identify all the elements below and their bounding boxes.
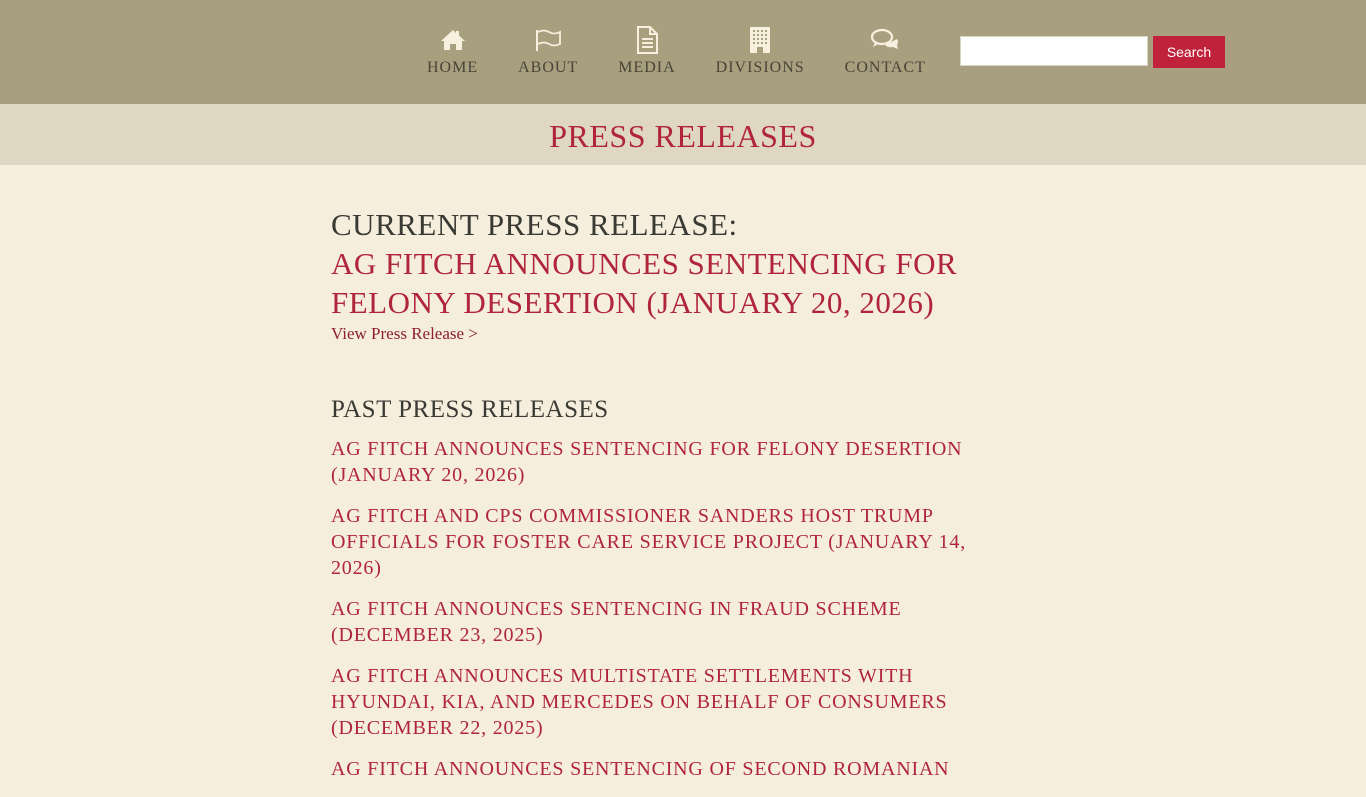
flag-icon (534, 25, 562, 55)
document-icon (636, 25, 658, 55)
past-release-link[interactable]: AG FITCH ANNOUNCES MULTISTATE SETTLEMENTS WITH HYUNDAI, KIA, AND MERCEDES ON BEHALF OF CONSUMERS (DECEMBER 22, 2025) (331, 665, 948, 739)
site-header (0, 0, 1366, 104)
nav-about-label: ABOUT (518, 59, 579, 76)
past-release-link[interactable]: AG FITCH ANNOUNCES SENTENCING IN FRAUD SCHEME (DECEMBER 23, 2025) (331, 598, 902, 646)
main-nav (407, 0, 946, 104)
nav-divisions[interactable] (696, 0, 825, 77)
view-press-release-link[interactable]: View Press Release > (331, 324, 478, 343)
past-releases (331, 396, 991, 782)
past-releases-heading: PAST PRESS RELEASES (331, 396, 609, 423)
nav-about[interactable] (498, 0, 598, 77)
search-input[interactable] (960, 36, 1148, 66)
search-button[interactable]: Search (1153, 36, 1225, 68)
current-release (331, 205, 991, 344)
page-title: PRESS RELEASES (549, 118, 817, 154)
building-icon (749, 25, 771, 55)
past-release-link[interactable]: AG FITCH AND CPS COMMISSIONER SANDERS HOST TRUMP OFFICIALS FOR FOSTER CARE SERVICE PROJECT (JANUARY 14, 2026) (331, 505, 967, 579)
current-release-title[interactable]: AG FITCH ANNOUNCES SENTENCING FOR FELONY DESERTION (JANUARY 20, 2026) (331, 246, 958, 320)
nav-divisions-label: DIVISIONS (715, 59, 805, 76)
past-release-link[interactable]: AG FITCH ANNOUNCES SENTENCING OF SECOND ROMANIAN (331, 758, 950, 780)
page-banner (0, 104, 1366, 165)
home-icon (440, 25, 466, 55)
past-releases-list (331, 436, 991, 782)
nav-media[interactable] (598, 0, 695, 77)
nav-contact[interactable] (825, 0, 946, 77)
chat-bubbles-icon (870, 25, 900, 55)
past-release-link[interactable]: AG FITCH ANNOUNCES SENTENCING FOR FELONY DESERTION (JANUARY 20, 2026) (331, 438, 963, 486)
main-content (331, 205, 991, 797)
current-release-label: CURRENT PRESS RELEASE: (331, 207, 738, 242)
search-form (960, 36, 1225, 68)
nav-home[interactable] (407, 0, 498, 77)
nav-media-label: MEDIA (618, 59, 676, 76)
nav-home-label: HOME (427, 59, 479, 76)
nav-contact-label: CONTACT (844, 59, 926, 76)
